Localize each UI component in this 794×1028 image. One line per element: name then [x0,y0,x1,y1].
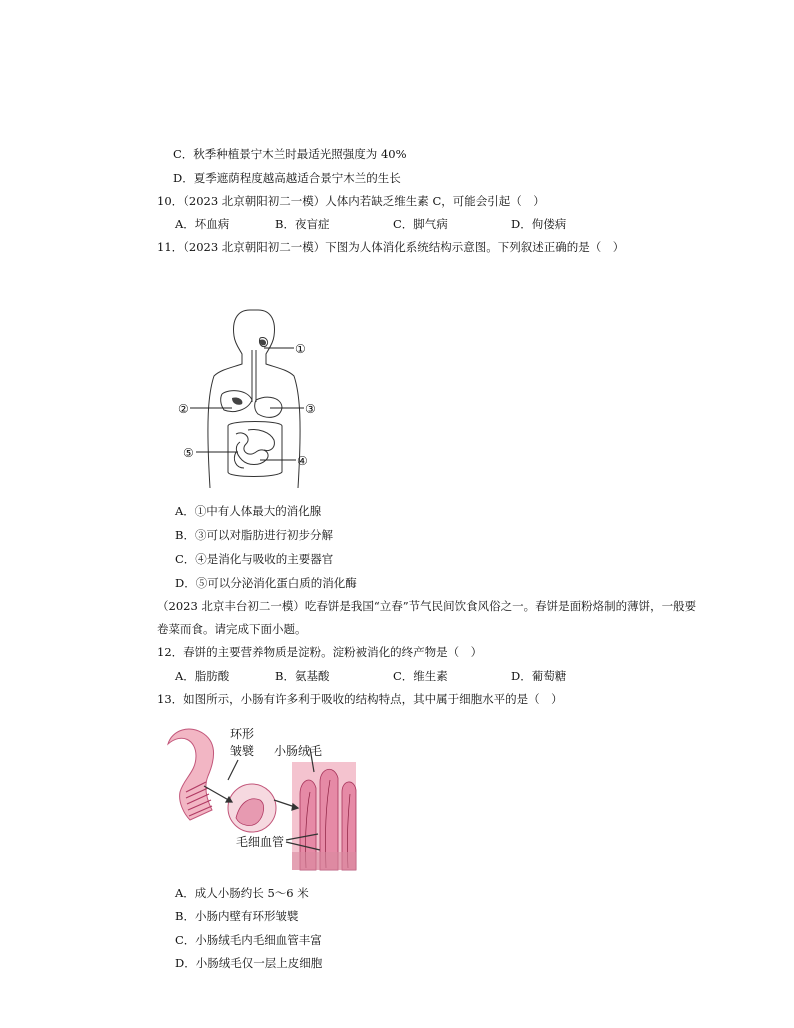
q13-stem: 13．如图所示，小肠有许多利于吸收的结构特点，其中属于细胞水平的是（ ） [157,692,563,706]
q12-option-b: B．氨基酸 [275,669,330,683]
figure-label-5: ⑤ [183,446,194,460]
digestive-system-figure [178,302,328,488]
q11-option-d: D．⑤可以分泌消化蛋白质的消化酶 [175,576,357,590]
q9-option-c: C．秋季种植景宁木兰时最适光照强度为 40% [173,147,407,161]
q12-option-d: D．葡萄糖 [511,669,567,683]
passage-line-1: （2023 北京丰台初二一模）吃春饼是我国“立春”节气民间饮食风俗之一。春饼是面粉烙制的薄饼，一般要 [157,599,697,613]
q12-option-c: C．维生素 [393,669,448,683]
q11-option-a: A．①中有人体最大的消化腺 [175,504,322,518]
figure-label-1: ① [295,342,306,356]
figure-label-4: ④ [297,454,308,468]
q10-option-c: C．脚气病 [393,217,448,231]
q12-stem: 12．春饼的主要营养物质是淀粉。淀粉被消化的终产物是（ ） [157,645,483,659]
q13-option-d: D．小肠绒毛仅一层上皮细胞 [175,956,323,970]
figure-label-3: ③ [305,402,316,416]
label-capillary: 毛细血管 [236,835,285,849]
q11-stem: 11．（2023 北京朝阳初二一模）下图为人体消化系统结构示意图。下列叙述正确的是（ ） [157,240,625,254]
q11-option-c: C．④是消化与吸收的主要器官 [175,552,334,566]
q13-option-b: B．小肠内壁有环形皱襞 [175,909,299,923]
q10-option-a: A．坏血病 [175,217,230,231]
passage-line-2: 卷菜而食。请完成下面小题。 [157,622,307,636]
q9-option-d: D．夏季遮荫程度越高越适合景宁木兰的生长 [173,171,401,185]
label-fold-line1: 环形 [230,727,255,741]
q12-option-a: A．脂肪酸 [175,669,230,683]
q13-option-a: A．成人小肠约长 5～6 米 [175,886,309,900]
label-fold-line2: 皱襞 [230,744,255,758]
q10-stem: 10．（2023 北京朝阳初二一模）人体内若缺乏维生素 C，可能会引起（ ） [157,194,545,208]
q11-option-b: B．③可以对脂肪进行初步分解 [175,528,333,542]
label-villi: 小肠绒毛 [274,744,323,758]
q10-option-d: D．佝偻病 [511,217,567,231]
figure-label-2: ② [178,402,189,416]
q13-option-c: C．小肠绒毛内毛细血管丰富 [175,933,322,947]
small-intestine-figure [160,722,360,872]
q10-option-b: B．夜盲症 [275,217,330,231]
